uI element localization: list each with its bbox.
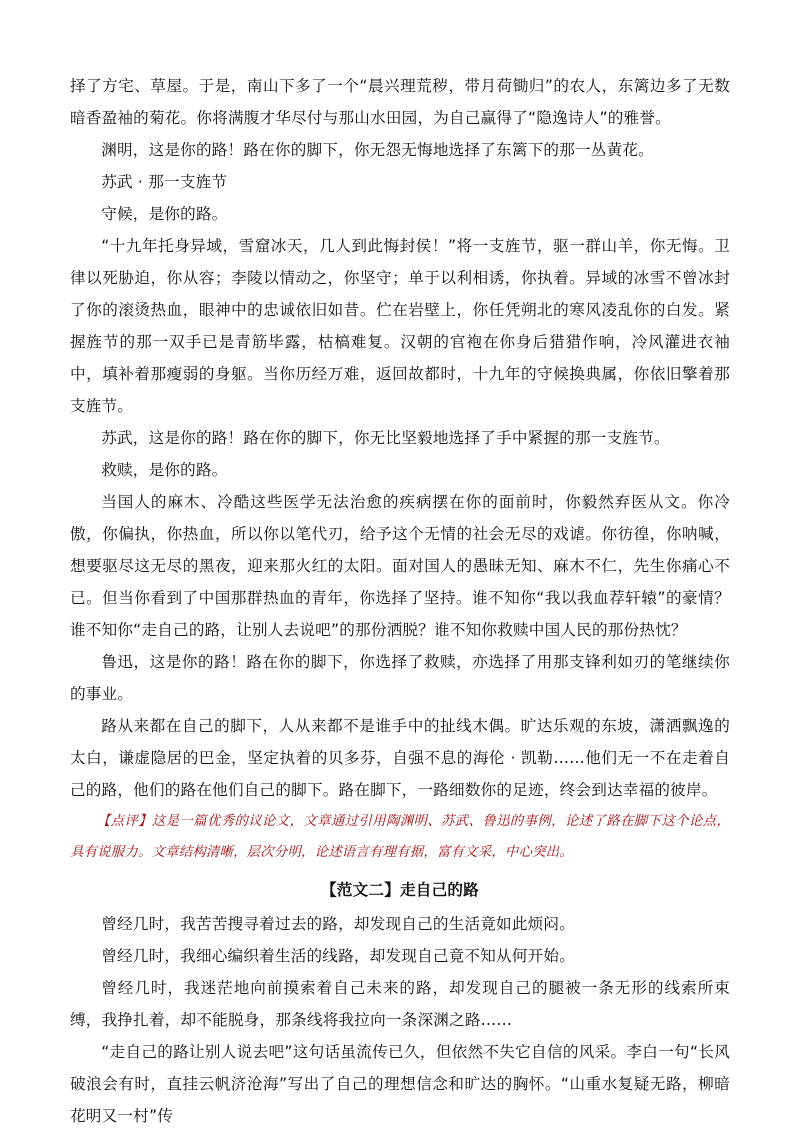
paragraph-lu-xun-body: 当国人的麻木、冷酷这些医学无法治愈的疾病摆在你的面前时，你毅然弃医从文。你冷傲，你偏执，你热血，所以你以笔代刃，给予这个无情的社会无尽的戏谑。你彷徨，你呐喊，想要驱尽这无尽的黑夜，迎来那火红的太阳。面对国人的愚昧无知、麻木不仁，先生你痛心不已。但当你看到了中国那群热血的青年，你选择了坚持。谁不知你“我以我血荐轩辕”的豪情？谁不知你“走自己的路，让别人去说吧”的那份洒脱？谁不知你救赎中国人民的那份热忱？ (70, 493, 730, 639)
paragraph-lu-xun-summary: 鲁迅，这是你的路！路在你的脚下，你选择了救赎，亦选择了用那支锋利如刃的笔继续你的事业。 (70, 653, 730, 703)
paragraph-lu-xun-intro: 救赎，是你的路。 (101, 461, 228, 479)
paragraph-su-wu-body: “十九年托身异域，雪窟冰天，几人到此悔封侯！”将一支旌节，驱一群山羊，你无悔。卫律以死胁迫，你从容；李陵以情动之，你坚守；单于以利相诱，你执着。异域的冰雪不曾冰封了你的滚烫热血，眼神中的忠诚依旧如昔。伫在岩壁上，你任凭朔北的寒风凌乱你的白发。紧握旌节的那一双手已是青筋毕露，枯槁难复。汉朝的官袍在你身后猎猎作响，冷风灌进衣袖中，填补着那瘦弱的身躯。当你历经万难，返回故都时，十九年的守候换典属，你依旧擎着那支旌节。 (70, 237, 730, 415)
paragraph-essay2-4: “走自己的路让别人说去吧”这句话虽流传已久，但依然不失它自信的风采。李白一句“长风破浪会有时，直挂云帆济沧海”写出了自己的理想信念和旷达的胸怀。“山重水复疑无路，柳暗花明又一村”传 (70, 1043, 730, 1125)
paragraph-tao-yuanming-end: 择了方宅、草屋。于是，南山下多了一个“晨兴理荒秽，带月荷锄归”的农人，东篱边多了无数暗香盈袖的菊花。你将满腹才华尽付与那山水田园，为自己赢得了“隐逸诗人”的雅誉。 (70, 77, 730, 127)
review-comment: 【点评】这是一篇优秀的议论文，文章通过引用陶渊明、苏武、鲁迅的事例，论述了路在脚下这个论点，具有说服力。文章结构清晰，层次分明，论述语言有理有据，富有文采，中心突出。 (70, 814, 730, 860)
paragraph-tao-summary: 渊明，这是你的路！路在你的脚下，你无怨无悔地选择了东篱下的那一丛黄花。 (101, 141, 654, 159)
paragraph-conclusion: 路从来都在自己的脚下，人从来都不是谁手中的扯线木偶。旷达乐观的东坡，潇洒飘逸的太白，谦虚隐居的巴金，坚定执着的贝多芬，自强不息的海伦 · 凯勒……他们无一不在走着自己的路，他们的路在他们自己的脚下。路在脚下，一路细数你的足迹，终会到达幸福的彼岸。 (70, 717, 730, 799)
paragraph-su-wu-summary: 苏武，这是你的路！路在你的脚下，你无比坚毅地选择了手中紧握的那一支旌节。 (101, 429, 670, 447)
paragraph-essay2-2: 曾经几时，我细心编织着生活的线路，却发现自己竟不知从何开始。 (101, 947, 576, 965)
paragraph-su-wu-intro: 守候，是你的路。 (101, 205, 228, 223)
paragraph-essay2-3: 曾经几时，我迷茫地向前摸索着自己未来的路，却发现自己的腿被一条无形的线索所束缚，我挣扎着，却不能脱身，那条线将我拉向一条深渊之路…… (70, 979, 730, 1029)
paragraph-essay2-1: 曾经几时，我苦苦搜寻着过去的路，却发现自己的生活竟如此烦闷。 (101, 915, 576, 933)
subheading-su-wu: 苏武 · 那一支旌节 (101, 173, 228, 191)
document-body (70, 70, 730, 1132)
section-title: 【范文二】走自己的路 (321, 881, 479, 899)
